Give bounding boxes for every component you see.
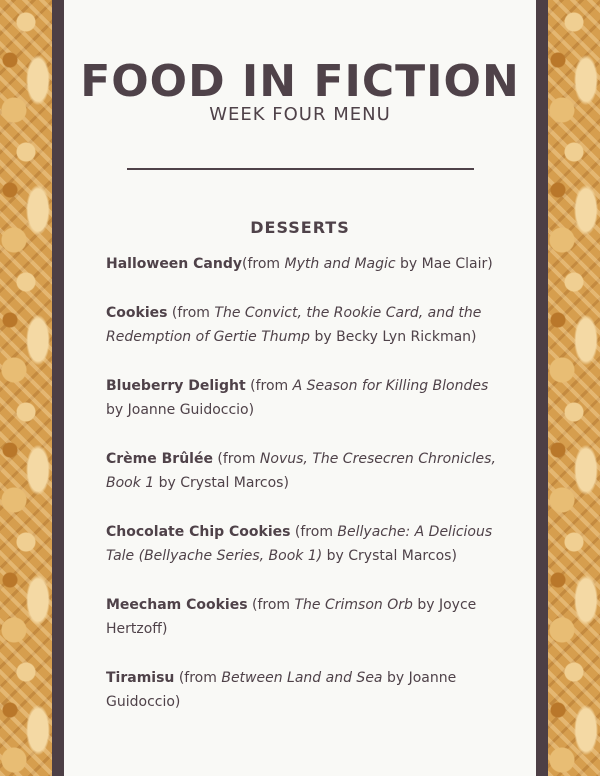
dish-name: Meecham Cookies <box>106 597 248 613</box>
left-ornamental-border <box>0 0 52 776</box>
from-text: (from <box>212 451 260 467</box>
book-title: A Season for Killing Blondes <box>292 378 489 394</box>
dish-name: Blueberry Delight <box>106 378 246 394</box>
dish-name: Crème Brûlée <box>106 451 213 467</box>
from-text: (from <box>245 378 293 394</box>
section-heading: DESSERTS <box>250 218 350 237</box>
from-text: (from <box>241 256 285 272</box>
from-text: (from <box>290 524 338 540</box>
right-frame-bar <box>536 0 548 776</box>
right-ornamental-border <box>548 0 600 776</box>
author-text: by Becky Lyn Rickman) <box>310 329 477 345</box>
dish-name: Halloween Candy <box>106 256 242 272</box>
menu-item <box>106 252 496 276</box>
menu-page <box>64 0 536 776</box>
menu-item <box>106 593 496 641</box>
dish-name: Cookies <box>106 305 168 321</box>
author-text: by Crystal Marcos) <box>154 475 289 491</box>
dish-name: Chocolate Chip Cookies <box>106 524 291 540</box>
menu-item <box>106 374 496 422</box>
dish-name: Tiramisu <box>106 670 175 686</box>
author-text: by Crystal Marcos) <box>322 548 457 564</box>
menu-item <box>106 520 496 568</box>
author-text: by Mae Clair) <box>395 256 493 272</box>
author-text: by Joanne Guidoccio) <box>106 670 457 710</box>
from-text: (from <box>174 670 222 686</box>
menu-item <box>106 666 496 714</box>
book-title: The Crimson Orb <box>294 597 413 613</box>
from-text: (from <box>167 305 215 321</box>
menu-list <box>106 252 496 739</box>
menu-item <box>106 301 496 349</box>
book-title: Novus, The Cresecren Chronicles, Book 1 <box>106 451 496 491</box>
from-text: (from <box>247 597 295 613</box>
book-title: Bellyache: A Delicious Tale (Bellyache Series, Book 1) <box>106 524 493 564</box>
left-frame-bar <box>52 0 64 776</box>
book-title: Myth and Magic <box>284 256 396 272</box>
author-text: by Joyce Hertzoff) <box>106 597 477 637</box>
page-title: FOOD IN FICTION <box>80 56 520 107</box>
page-subtitle: WEEK FOUR MENU <box>209 104 391 125</box>
book-title: Between Land and Sea <box>221 670 383 686</box>
book-title: The Convict, the Rookie Card, and the Redemption of Gertie Thump <box>106 305 482 345</box>
menu-item <box>106 447 496 495</box>
divider-line <box>127 168 474 170</box>
author-text: by Joanne Guidoccio) <box>106 402 255 418</box>
